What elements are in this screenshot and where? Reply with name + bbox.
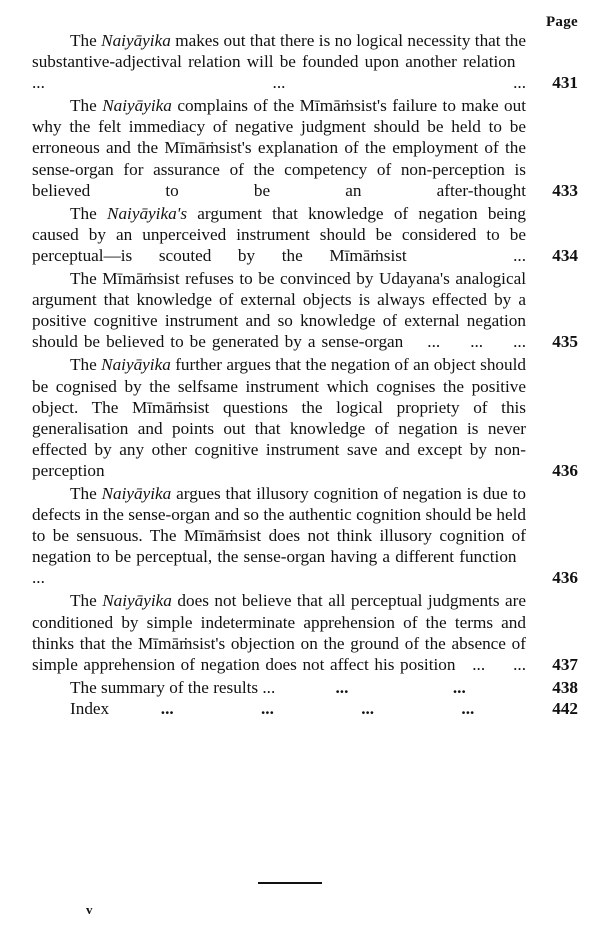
table-of-contents [32, 30, 578, 719]
toc-entry-text: The Naiyāyika complains of the Mīmāṁsist's failure to make out why the felt immediacy of negative judgment should be held to be erroneous and the Mīmāṁsist's explanation of the employment of the sense-organ for assurance of the competency of non-perception is believed to be an after-thought [32, 96, 526, 200]
leader-dot-group: ... [461, 698, 475, 718]
toc-leader-dots [275, 677, 526, 698]
toc-entry-text: The Naiyāyika does not believe that all perceptual judgments are conditioned by simple indeterminate apprehension of the terms and thinks that the Mīmāṁsist's objection on the ground of the absence of simple apprehension of negation does not affect his position ... ... [32, 591, 526, 674]
toc-entry [32, 203, 578, 266]
toc-entry-page-number: 436 [552, 568, 578, 588]
closing-rule [258, 882, 322, 884]
toc-entry-page-number: 434 [552, 245, 578, 265]
leader-dot-group: ... [160, 698, 174, 718]
leader-dot-group: ... [361, 698, 375, 718]
toc-sub-entries [32, 677, 578, 719]
toc-entry-text: The Naiyāyika makes out that there is no logical necessity that the substantive-adjectival relation will be founded upon another relation ... ... ... [32, 31, 526, 93]
toc-sub-entry [32, 698, 578, 719]
toc-entry [32, 268, 578, 352]
toc-entry [32, 483, 578, 588]
toc-entry-page-number: 435 [552, 332, 578, 352]
leader-dot-group: ... [335, 677, 349, 697]
toc-entry [32, 590, 578, 674]
toc-sub-entry-page-number: 438 [552, 677, 578, 697]
toc-entry [32, 354, 578, 481]
toc-sub-entry [32, 677, 578, 698]
toc-entry [32, 30, 578, 93]
toc-entry-page-number: 431 [552, 73, 578, 93]
toc-sub-entry-label: The summary of the results ... [70, 677, 276, 697]
toc-entries [32, 30, 578, 675]
toc-entry-page-number: 433 [552, 180, 578, 200]
toc-entry-text: The Mīmāṁsist refuses to be convinced by Udayana's analogical argument that knowledge of external objects is always effected by a positive cognitive instrument and so knowledge of external negation should be believed to be generated by a sense-organ ... ... ... [32, 269, 526, 352]
toc-entry-text: The Naiyāyika further argues that the negation of an object should be cognised by the selfsame instrument which cognises the positive object. The Mīmāṁsist questions the logical propriety of this generalisation and points out that knowledge of negation is never effected by any other cognitive instrument save and except by non-perception [32, 355, 526, 480]
toc-entry [32, 95, 578, 200]
toc-entry-page-number: 436 [552, 460, 578, 480]
footer-mark: v [86, 902, 93, 917]
toc-sub-entry-page-number: 442 [552, 698, 578, 718]
leader-dot-group: ... [261, 698, 274, 718]
toc-entry-text: The Naiyāyika's argument that knowledge of negation being caused by an unperceived instrument should be considered to be perceptual—is scouted by the Mīmāṁsist ... [32, 203, 526, 265]
leader-dot-group: ... [452, 677, 466, 697]
toc-leader-dots [109, 698, 526, 719]
toc-entry-page-number: 437 [552, 654, 578, 674]
toc-entry-text: The Naiyāyika argues that illusory cognition of negation is due to defects in the sense-organ and so the authentic cognition should be held to be sensuous. The Mīmāṁsist does not think illusory cognition of negation to be perceptual, the sense-organ having a different function ... [32, 483, 526, 588]
page-column-header: Page [545, 14, 578, 30]
toc-sub-entry-label: Index [70, 698, 110, 718]
